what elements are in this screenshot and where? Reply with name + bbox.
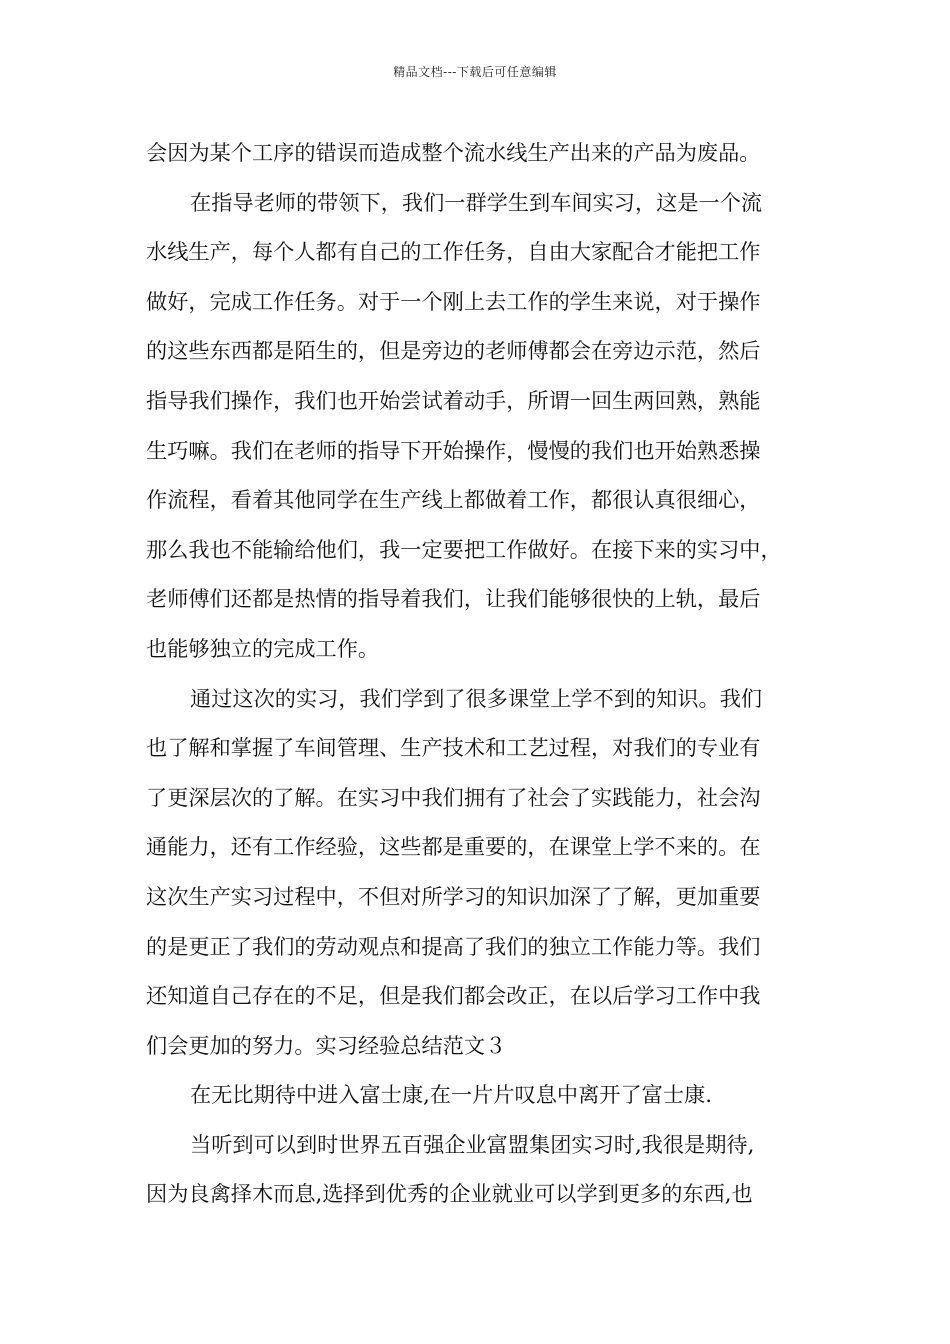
text-line: 会因为某个工序的错误而造成整个流水线生产出来的产品为废品。 xyxy=(146,140,761,165)
paragraph-start-line: 通过这次的实习，我们学到了很多课堂上学不到的知识。我们 xyxy=(190,685,763,711)
paragraph-start-line: 在指导老师的带领下，我们一群学生到车间实习，这是一个流 xyxy=(190,189,763,215)
text-line: 老师傅们还都是热情的指导着我们，让我们能够很快的上轨，最后 xyxy=(146,586,761,612)
text-line: 做好，完成工作任务。对于一个刚上去工作的学生来说，对于操作 xyxy=(146,288,761,314)
page-header: 精品文档---下载后可任意编辑 xyxy=(393,65,557,79)
text-line: 了更深层次的了解。在实习中我们拥有了社会了实践能力，社会沟 xyxy=(146,784,761,810)
text-line: 这次生产实习过程中，不但对所学习的知识加深了了解，更加重要 xyxy=(146,883,761,909)
text-line: 水线生产，每个人都有自己的工作任务，自由大家配合才能把工作 xyxy=(146,239,761,265)
text-line: 也能够独立的完成工作。 xyxy=(146,635,380,661)
text-line: 生巧嘛。我们在老师的指导下开始操作，慢慢的我们也开始熟悉操 xyxy=(146,437,761,463)
text-line: 指导我们操作，我们也开始尝试着动手，所谓一回生两回熟，熟能 xyxy=(146,387,761,413)
text-line: 的是更正了我们的劳动观点和提高了我们的独立工作能力等。我们 xyxy=(146,933,761,959)
paragraph-start-line: 在无比期待中进入富士康,在一片片叹息中离开了富士康. xyxy=(190,1082,712,1108)
paragraph-start-line: 当听到可以到时世界五百强企业富盟集团实习时,我很是期待, xyxy=(190,1131,755,1157)
text-line: 们会更加的努力。实习经验总结范文３ xyxy=(146,1032,507,1058)
text-line: 因为良禽择木而息,选择到优秀的企业就业可以学到更多的东西,也 xyxy=(146,1181,753,1207)
text-line: 那么我也不能输给他们，我一定要把工作做好。在接下来的实习中， xyxy=(146,536,782,562)
document-body xyxy=(146,128,810,1219)
text-line: 还知道自己存在的不足，但是我们都会改正，在以后学习工作中我 xyxy=(146,983,761,1009)
text-line: 通能力，还有工作经验，这些都是重要的，在课堂上学不来的。在 xyxy=(146,834,761,860)
text-line: 也了解和掌握了车间管理、生产技术和工艺过程，对我们的专业有 xyxy=(146,735,761,761)
text-line: 作流程，看着其他同学在生产线上都做着工作，都很认真很细心， xyxy=(146,487,761,513)
text-line: 的这些东西都是陌生的，但是旁边的老师傅都会在旁边示范，然后 xyxy=(146,338,761,364)
